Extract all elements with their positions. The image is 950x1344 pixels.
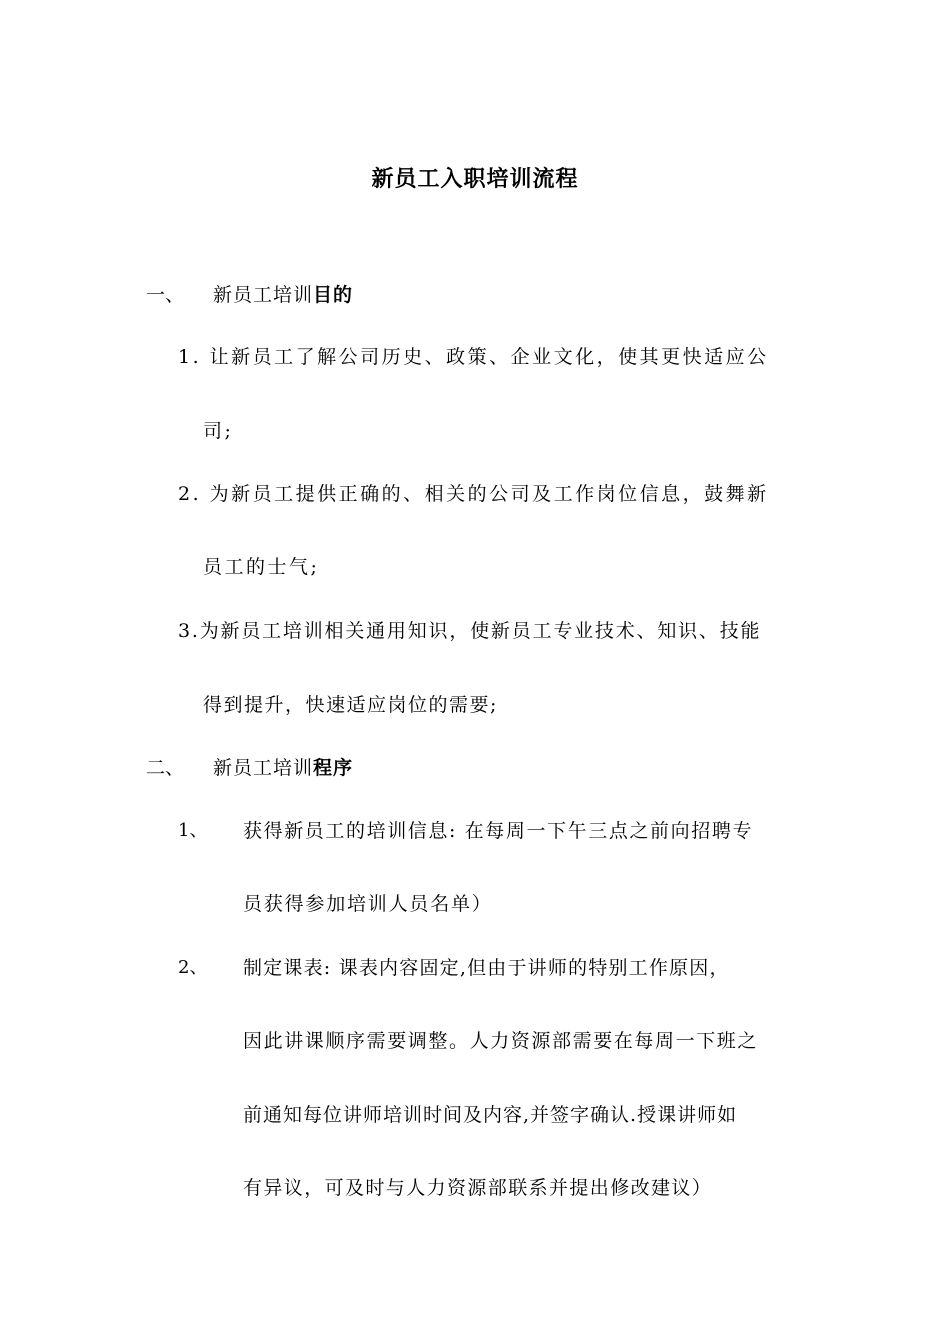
section-1-item-1-line-2: 司; bbox=[203, 420, 234, 442]
section-2-item-2-line-4: 有异议，可及时与人力资源部联系并提出修改建议） bbox=[243, 1177, 713, 1199]
section-1-heading bbox=[213, 281, 353, 309]
section-2-item-1-line-1: 获得新员工的培训信息: 在每周一下午三点之前向招聘专 bbox=[243, 820, 754, 842]
section-2-item-2-line-3: 前通知每位讲师培训时间及内容,并签字确认.授课讲师如 bbox=[243, 1104, 738, 1126]
section-2-item-1-line-2: 员获得参加培训人员名单） bbox=[243, 893, 493, 915]
section-2-heading-bold: 程序 bbox=[313, 757, 354, 779]
section-1-item-3-line-1: 3.为新员工培训相关通用知识，使新员工专业技术、知识、技能 bbox=[178, 620, 762, 642]
section-2-heading bbox=[213, 754, 353, 782]
section-2-item-2-line-1: 制定课表: 课表内容固定,但由于讲师的特别工作原因， bbox=[243, 957, 730, 979]
document-title: 新员工入职培训流程 bbox=[371, 166, 579, 192]
section-1-item-2-line-2: 员工的士气; bbox=[203, 556, 320, 578]
section-1-heading-bold: 目的 bbox=[313, 284, 354, 306]
section-1-item-3-line-2: 得到提升，快速适应岗位的需要; bbox=[203, 694, 498, 716]
section-2-number: 二、 bbox=[146, 757, 185, 779]
section-2-item-1-number: 1、 bbox=[178, 820, 208, 841]
section-1-heading-plain: 新员工培训 bbox=[213, 284, 314, 306]
section-2-heading-plain: 新员工培训 bbox=[213, 757, 314, 779]
section-1-number: 一、 bbox=[146, 284, 185, 306]
section-1-item-1-line-1: 1. 让新员工了解公司历史、政策、企业文化，使其更快适应公 bbox=[178, 346, 769, 368]
section-2-item-2-number: 2、 bbox=[178, 957, 208, 978]
section-2-item-2-line-2: 因此讲课顺序需要调整。人力资源部需要在每周一下班之 bbox=[243, 1030, 759, 1052]
section-1-item-2-line-1: 2. 为新员工提供正确的、相关的公司及工作岗位信息，鼓舞新 bbox=[178, 483, 769, 505]
